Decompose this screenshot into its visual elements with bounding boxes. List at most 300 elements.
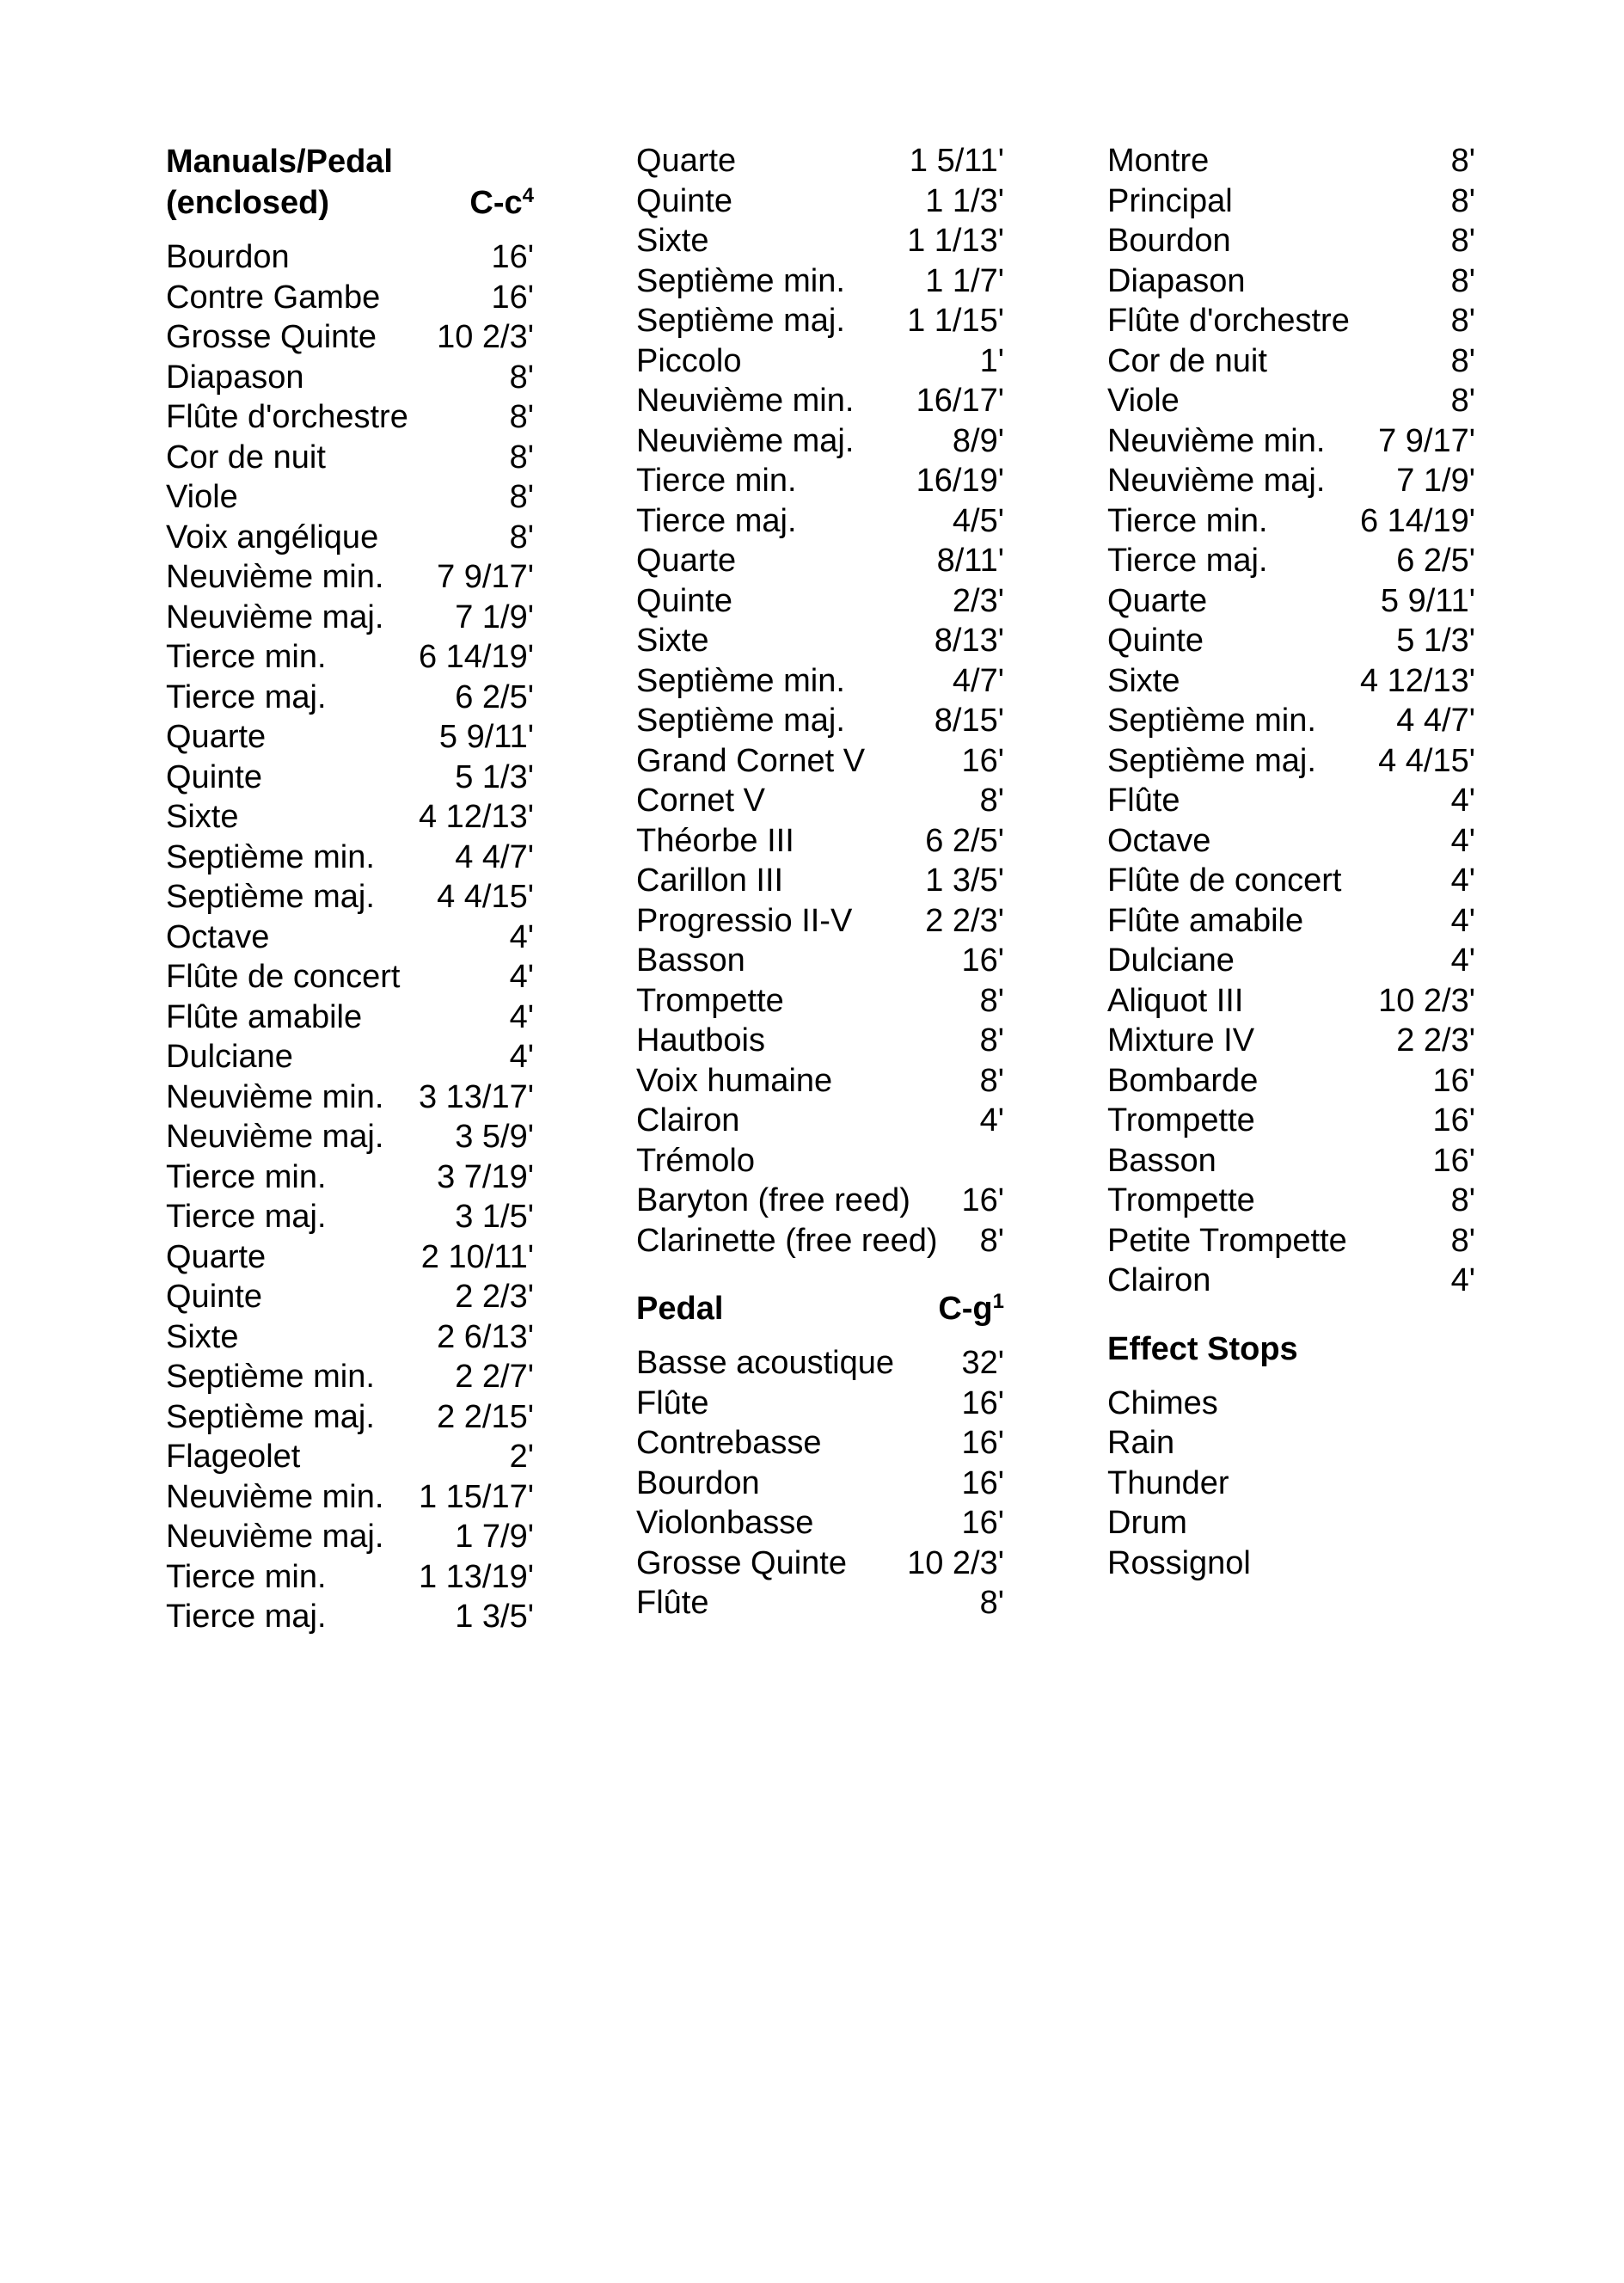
stop-row — [636, 1021, 1004, 1061]
stop-pitch: 16' — [1432, 1142, 1475, 1179]
stop-row — [166, 518, 534, 558]
stop-row — [636, 1141, 1004, 1181]
stop-name: Violonbasse — [636, 1505, 814, 1541]
stop-row — [1107, 1021, 1475, 1061]
stop-pitch: 8' — [509, 359, 534, 396]
stop-pitch: 4' — [1450, 942, 1475, 979]
stop-name: Aliquot III — [1107, 982, 1244, 1019]
stop-pitch: 16' — [961, 942, 1004, 979]
stop-name: Dulciane — [1107, 942, 1235, 979]
stop-pitch: 10 2/3' — [907, 1544, 1004, 1581]
stop-pitch: 4' — [509, 959, 534, 995]
stop-row — [1107, 701, 1475, 741]
stop-row — [166, 1357, 534, 1397]
stop-row — [636, 181, 1004, 222]
stop-name: Neuvième maj. — [1107, 463, 1326, 499]
stop-name: Quarte — [166, 719, 267, 755]
stop-name: Clairon — [636, 1102, 740, 1138]
stop-name: Trompette — [1107, 1182, 1255, 1218]
stop-row — [636, 501, 1004, 542]
stop-pitch: 4' — [509, 918, 534, 955]
stop-row — [636, 1423, 1004, 1464]
stop-pitch: 8' — [979, 1222, 1004, 1259]
stop-pitch: 4' — [509, 998, 534, 1035]
stop-row — [166, 1277, 534, 1317]
stop-name: Clarinette (free reed) — [636, 1222, 938, 1259]
stop-pitch: 8' — [1450, 182, 1475, 219]
stop-pitch: 8' — [509, 479, 534, 515]
stop-pitch: 4 12/13' — [1359, 662, 1475, 699]
stop-row — [166, 598, 534, 638]
stop-pitch: 8' — [509, 399, 534, 435]
stop-row — [1107, 261, 1475, 302]
stop-name: Flûte d'orchestre — [1107, 303, 1350, 339]
stop-row — [1107, 661, 1475, 702]
stop-pitch: 16' — [961, 742, 1004, 779]
stop-name: Flûte de concert — [166, 959, 401, 995]
stop-row — [166, 1037, 534, 1077]
stop-row — [1107, 181, 1475, 222]
stop-name: Neuvième min. — [166, 559, 384, 595]
stop-row — [166, 358, 534, 398]
stop-name: Flûte — [636, 1585, 709, 1621]
column-3 — [1107, 141, 1475, 1583]
stop-row — [636, 461, 1004, 501]
stop-row — [166, 637, 534, 678]
effect-item: Thunder — [1107, 1464, 1229, 1501]
stop-name: Flageolet — [166, 1439, 301, 1475]
stop-row — [166, 1597, 534, 1637]
stop-row — [636, 301, 1004, 341]
stop-pitch: 6 14/19' — [1359, 502, 1475, 539]
stop-name: Flûte amabile — [1107, 902, 1304, 939]
stop-name: Septième maj. — [636, 303, 845, 339]
stop-pitch: 8' — [1450, 1182, 1475, 1218]
stop-name: Tierce maj. — [1107, 543, 1268, 579]
stop-row — [636, 1384, 1004, 1424]
stop-name: Neuvième min. — [166, 1078, 384, 1115]
stop-row — [1107, 981, 1475, 1022]
stop-pitch: 8' — [509, 439, 534, 476]
stop-row — [1107, 301, 1475, 341]
stop-pitch: 5 1/3' — [455, 758, 534, 795]
stop-row — [166, 1077, 534, 1118]
stop-row — [166, 917, 534, 958]
stop-name: Trompette — [1107, 1102, 1255, 1138]
stop-pitch: 1 1/3' — [925, 182, 1004, 219]
stop-name: Bourdon — [1107, 223, 1231, 259]
stop-pitch: 2 2/3' — [925, 902, 1004, 939]
stop-pitch: 16' — [961, 1505, 1004, 1541]
stop-pitch: 1 13/19' — [418, 1558, 534, 1595]
stop-name: Viole — [1107, 383, 1180, 419]
stop-name: Tierce maj. — [636, 502, 797, 539]
column-1 — [166, 141, 534, 1637]
stop-row — [1107, 581, 1475, 622]
stop-row — [636, 901, 1004, 942]
stop-pitch: 6 14/19' — [418, 639, 534, 675]
stop-row — [636, 1464, 1004, 1504]
pedal-compass — [938, 1288, 1004, 1329]
stop-pitch: 8' — [979, 982, 1004, 1019]
stop-row — [166, 758, 534, 798]
stop-pitch: 6 2/5' — [455, 678, 534, 715]
stop-name: Quinte — [1107, 623, 1204, 659]
stop-pitch: 4' — [1450, 822, 1475, 859]
stop-name: Tierce min. — [166, 1158, 327, 1195]
pedal-stop-list-2 — [1107, 141, 1475, 1301]
stop-name: Quarte — [1107, 582, 1208, 619]
stop-row — [166, 1557, 534, 1598]
stop-name: Trémolo — [636, 1142, 755, 1179]
stop-name: Octave — [1107, 822, 1211, 859]
stop-row — [166, 957, 534, 997]
stop-name: Tierce min. — [166, 639, 327, 675]
stop-name: Neuvième min. — [636, 383, 855, 419]
manuals-compass-base: C-c — [469, 185, 523, 221]
stop-pitch: 4' — [1450, 902, 1475, 939]
stop-name: Tierce min. — [636, 463, 797, 499]
stop-pitch: 2 2/15' — [437, 1398, 534, 1435]
stop-row — [636, 1503, 1004, 1543]
stop-name: Voix humaine — [636, 1062, 833, 1099]
stop-pitch: 1 1/13' — [907, 223, 1004, 259]
stop-name: Septième min. — [166, 838, 375, 875]
stop-name: Tierce maj. — [166, 1199, 327, 1235]
stop-row — [636, 701, 1004, 741]
stop-pitch: 4' — [1450, 782, 1475, 819]
stop-name: Principal — [1107, 182, 1233, 219]
stop-name: Diapason — [1107, 262, 1246, 299]
stop-name: Neuvième min. — [1107, 422, 1326, 459]
stop-name: Cornet V — [636, 782, 765, 819]
stop-pitch: 1 15/17' — [418, 1478, 534, 1515]
stop-pitch: 5 9/11' — [438, 719, 534, 755]
stop-pitch: 6 2/5' — [925, 822, 1004, 859]
stop-pitch: 8' — [1450, 223, 1475, 259]
stop-name: Grosse Quinte — [636, 1544, 847, 1581]
stop-pitch: 1 1/15' — [907, 303, 1004, 339]
stop-row — [636, 621, 1004, 661]
stop-name: Montre — [1107, 143, 1210, 179]
stop-row — [636, 581, 1004, 622]
stop-pitch: 8' — [1450, 143, 1475, 179]
effect-item: Rossignol — [1107, 1544, 1251, 1581]
stop-name: Clairon — [1107, 1262, 1211, 1298]
stop-row — [1107, 901, 1475, 942]
stop-pitch: 2 6/13' — [437, 1318, 534, 1355]
stop-row — [636, 661, 1004, 702]
stop-row — [636, 981, 1004, 1022]
effect-item: Drum — [1107, 1505, 1187, 1541]
stop-name: Basson — [1107, 1142, 1216, 1179]
stop-name: Progressio II-V — [636, 902, 853, 939]
stop-row — [166, 1397, 534, 1438]
stop-row — [166, 997, 534, 1038]
column-2 — [636, 141, 1004, 1623]
stop-name: Neuvième maj. — [636, 422, 855, 459]
pedal-title: Pedal — [636, 1291, 724, 1327]
stop-row — [636, 821, 1004, 862]
stop-pitch: 1 1/7' — [925, 262, 1004, 299]
stop-row — [166, 1197, 534, 1237]
stop-name: Tierce maj. — [166, 678, 327, 715]
stop-pitch: 4 4/7' — [1396, 703, 1475, 739]
stop-pitch: 2 10/11' — [420, 1238, 534, 1275]
stop-pitch: 2 2/3' — [1396, 1022, 1475, 1059]
stop-row — [1107, 1101, 1475, 1141]
stop-pitch: 8' — [509, 519, 534, 555]
stop-row — [636, 1101, 1004, 1141]
stop-name: Mixture IV — [1107, 1022, 1255, 1059]
stop-pitch: 2 2/3' — [455, 1279, 534, 1315]
stop-name: Dulciane — [166, 1039, 293, 1075]
stop-name: Septième min. — [636, 662, 845, 699]
manuals-stop-list-2 — [636, 141, 1004, 1261]
manuals-title-line2: (enclosed) — [166, 185, 330, 221]
stop-row — [1107, 1061, 1475, 1102]
stop-name: Quinte — [636, 182, 732, 219]
stop-pitch: 3 7/19' — [437, 1158, 534, 1195]
stop-row — [166, 1237, 534, 1278]
stop-row — [636, 1221, 1004, 1261]
stop-pitch: 16' — [1432, 1062, 1475, 1099]
stop-pitch: 5 9/11' — [1380, 582, 1475, 619]
pedal-compass-base: C-g — [938, 1291, 993, 1327]
stop-name: Hautbois — [636, 1022, 765, 1059]
effect-item: Rain — [1107, 1425, 1175, 1461]
stop-name: Septième maj. — [636, 703, 845, 739]
stop-row — [1107, 1181, 1475, 1221]
stop-row — [166, 877, 534, 917]
stop-pitch: 5 1/3' — [1396, 623, 1475, 659]
stop-row — [166, 1317, 534, 1358]
stop-name: Flûte — [636, 1384, 709, 1421]
stop-row — [636, 141, 1004, 181]
stop-row — [1107, 341, 1475, 382]
stop-row — [166, 317, 534, 358]
stop-name: Théorbe III — [636, 822, 794, 859]
stop-row — [636, 1061, 1004, 1102]
stop-pitch: 7 1/9' — [1396, 463, 1475, 499]
stop-name: Quarte — [636, 543, 737, 579]
stop-pitch: 6 2/5' — [1396, 543, 1475, 579]
stop-pitch: 1 5/11' — [909, 143, 1004, 179]
stop-pitch: 7 9/17' — [1378, 422, 1475, 459]
stop-pitch: 16' — [961, 1464, 1004, 1501]
stop-name: Sixte — [636, 223, 709, 259]
stop-name: Neuvième min. — [166, 1478, 384, 1515]
stop-row — [166, 1517, 534, 1557]
stop-pitch: 2 2/7' — [455, 1359, 534, 1395]
stop-pitch: 1 7/9' — [455, 1519, 534, 1555]
stop-pitch: 8' — [1450, 303, 1475, 339]
stop-pitch: 4/5' — [952, 502, 1004, 539]
stop-name: Tierce min. — [1107, 502, 1268, 539]
manuals-heading — [166, 141, 534, 224]
stop-row — [636, 941, 1004, 981]
stop-row — [166, 278, 534, 318]
stop-row — [1107, 501, 1475, 542]
stop-name: Basse acoustique — [636, 1345, 894, 1381]
stop-row — [636, 741, 1004, 782]
stop-pitch: 16' — [491, 239, 534, 275]
manuals-compass-sup: 4 — [522, 183, 534, 207]
stop-name: Contrebasse — [636, 1425, 822, 1461]
stop-pitch: 1 3/5' — [455, 1599, 534, 1635]
stop-name: Voix angélique — [166, 519, 379, 555]
stop-name: Quinte — [166, 1279, 262, 1315]
stop-pitch: 4 12/13' — [418, 799, 534, 835]
stop-pitch: 4 4/7' — [455, 838, 534, 875]
stop-row — [636, 1583, 1004, 1623]
manuals-title-line1: Manuals/Pedal — [166, 144, 393, 180]
stop-pitch: 4' — [979, 1102, 1004, 1138]
stop-pitch: 10 2/3' — [437, 319, 534, 355]
stop-name: Sixte — [1107, 662, 1180, 699]
stop-pitch: 3 13/17' — [418, 1078, 534, 1115]
stop-pitch: 16' — [961, 1425, 1004, 1461]
stop-name: Piccolo — [636, 342, 742, 379]
stop-name: Flûte d'orchestre — [166, 399, 408, 435]
stop-name: Contre Gambe — [166, 279, 381, 316]
stop-pitch: 2/3' — [952, 582, 1004, 619]
stop-pitch: 1 3/5' — [925, 862, 1004, 899]
effect-item: Chimes — [1107, 1384, 1218, 1421]
stop-name: Viole — [166, 479, 238, 515]
stop-pitch: 4 4/15' — [437, 879, 534, 915]
stop-name: Quinte — [166, 758, 262, 795]
stop-pitch: 16' — [491, 279, 534, 316]
stop-pitch: 32' — [961, 1345, 1004, 1381]
stop-row — [636, 261, 1004, 302]
stop-row — [1107, 1261, 1475, 1301]
stop-row — [636, 781, 1004, 821]
stop-name: Diapason — [166, 359, 304, 396]
stop-row — [1107, 781, 1475, 821]
stop-row — [1107, 861, 1475, 901]
stop-row — [166, 1477, 534, 1518]
stop-row — [166, 438, 534, 478]
stop-pitch: 16' — [961, 1182, 1004, 1218]
stop-pitch: 2' — [509, 1439, 534, 1475]
stop-name: Flûte de concert — [1107, 862, 1342, 899]
stop-pitch: 8/13' — [934, 623, 1004, 659]
stop-row — [166, 1437, 534, 1477]
stop-pitch: 8' — [1450, 383, 1475, 419]
stop-name: Septième min. — [166, 1359, 375, 1395]
stop-row — [1107, 461, 1475, 501]
stop-pitch: 3 1/5' — [455, 1199, 534, 1235]
stop-pitch: 8' — [1450, 1222, 1475, 1259]
stop-name: Grand Cornet V — [636, 742, 866, 779]
stop-row — [1107, 421, 1475, 462]
stop-row — [166, 557, 534, 598]
stop-name: Tierce min. — [166, 1558, 327, 1595]
stop-name: Basson — [636, 942, 745, 979]
stop-pitch: 8' — [979, 1062, 1004, 1099]
stop-pitch: 4/7' — [952, 662, 1004, 699]
stop-pitch: 16' — [961, 1384, 1004, 1421]
stop-row — [1107, 141, 1475, 181]
stop-name: Sixte — [166, 799, 239, 835]
stop-pitch: 8' — [979, 782, 1004, 819]
stop-row — [166, 678, 534, 718]
stop-row — [1107, 941, 1475, 981]
stop-row — [1107, 821, 1475, 862]
stop-pitch: 8' — [1450, 262, 1475, 299]
stop-pitch: 8' — [979, 1022, 1004, 1059]
stop-row — [166, 237, 534, 278]
stop-name: Quinte — [636, 582, 732, 619]
stop-name: Grosse Quinte — [166, 319, 377, 355]
effects-list — [1107, 1384, 1475, 1584]
stop-row — [166, 838, 534, 878]
stop-name: Neuvième maj. — [166, 598, 384, 635]
stop-pitch: 7 1/9' — [455, 598, 534, 635]
pedal-stop-list-1 — [636, 1343, 1004, 1623]
stop-pitch: 1' — [979, 342, 1004, 379]
stop-name: Trompette — [636, 982, 784, 1019]
stop-name: Bombarde — [1107, 1062, 1259, 1099]
stop-name: Sixte — [166, 1318, 239, 1355]
stop-pitch: 8' — [979, 1585, 1004, 1621]
stop-name: Neuvième maj. — [166, 1119, 384, 1155]
stop-row — [1107, 541, 1475, 581]
stop-name: Flûte — [1107, 782, 1180, 819]
stop-name: Petite Trompette — [1107, 1222, 1347, 1259]
stop-name: Tierce maj. — [166, 1599, 327, 1635]
stop-row — [636, 421, 1004, 462]
stop-pitch: 8/11' — [936, 543, 1004, 579]
stop-row — [166, 717, 534, 758]
stop-row — [1107, 741, 1475, 782]
stop-row — [166, 1157, 534, 1198]
stop-name: Quarte — [636, 143, 737, 179]
stop-row — [1107, 1141, 1475, 1181]
effects-heading — [1107, 1329, 1475, 1370]
stop-name: Baryton (free reed) — [636, 1182, 910, 1218]
stop-name: Quarte — [166, 1238, 267, 1275]
stop-pitch: 16/19' — [916, 463, 1004, 499]
stop-pitch: 4' — [1450, 1262, 1475, 1298]
stop-row — [636, 1343, 1004, 1384]
stop-row — [1107, 1221, 1475, 1261]
stop-row — [166, 477, 534, 518]
pedal-compass-sup: 1 — [992, 1289, 1004, 1313]
stop-pitch: 8' — [1450, 342, 1475, 379]
stop-pitch: 16' — [1432, 1102, 1475, 1138]
manuals-compass — [469, 182, 534, 224]
stop-row — [636, 541, 1004, 581]
stop-row — [1107, 221, 1475, 261]
stop-name: Septième min. — [636, 262, 845, 299]
stop-row — [166, 797, 534, 838]
stop-name: Septième maj. — [166, 879, 375, 915]
pedal-heading — [636, 1288, 1004, 1329]
stop-row — [636, 221, 1004, 261]
stop-pitch: 8/9' — [952, 422, 1004, 459]
stop-pitch: 4 4/15' — [1378, 742, 1475, 779]
stop-name: Septième min. — [1107, 703, 1316, 739]
stop-row — [1107, 381, 1475, 421]
stop-row — [166, 1117, 534, 1157]
stop-name: Septième maj. — [1107, 742, 1316, 779]
stop-pitch: 4' — [509, 1039, 534, 1075]
stop-name: Bourdon — [166, 239, 290, 275]
stop-row — [636, 1543, 1004, 1584]
stop-name: Octave — [166, 918, 270, 955]
